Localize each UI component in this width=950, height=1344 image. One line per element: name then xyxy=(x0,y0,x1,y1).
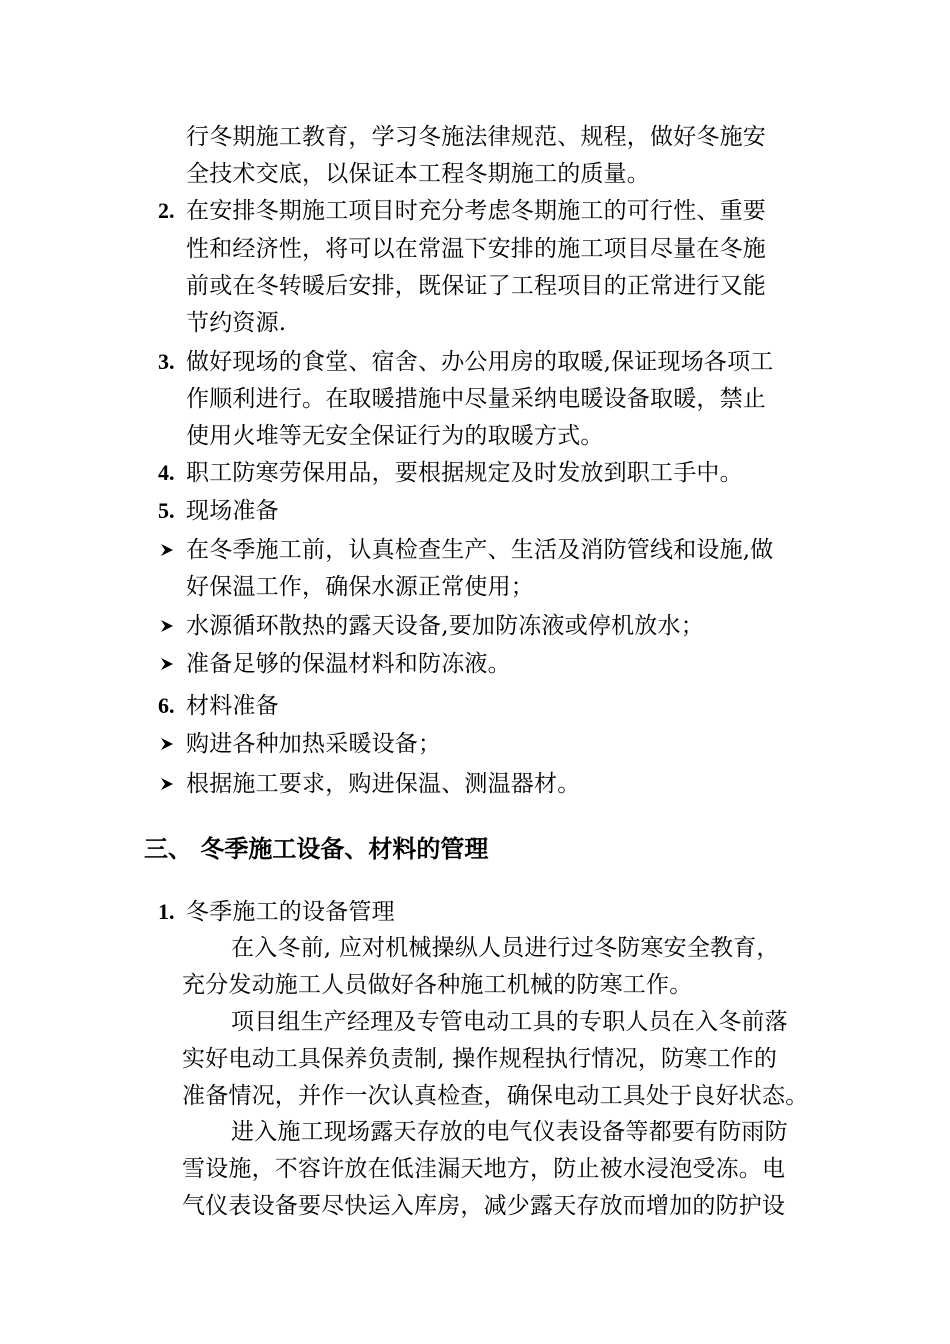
text-line: 材料准备 xyxy=(186,693,279,719)
paragraph-line: 实好电动工具保养负责制, 操作规程执行情况，防寒工作的 xyxy=(182,1046,778,1072)
paragraph-line: 进入施工现场露天存放的电气仪表设备等都要有防雨防 xyxy=(231,1119,788,1145)
list-number: 5. xyxy=(158,498,175,523)
paragraph-line: 雪设施，不容许放在低洼漏天地方，防止被水浸泡受冻。电 xyxy=(182,1156,786,1182)
list-number: 4. xyxy=(158,460,175,485)
section-heading: 三、 冬季施工设备、材料的管理 xyxy=(144,835,489,863)
text-line: 行冬期施工教育，学习冬施法律规范、规程，做好冬施安 xyxy=(186,124,766,150)
text-line: 节约资源. xyxy=(186,310,287,336)
arrow-bullet-icon xyxy=(160,777,174,791)
text-line: 作顺利进行。在取暖措施中尽量采纳电暖设备取暖，禁止 xyxy=(186,386,766,412)
text-line: 前或在冬转暖后安排，既保证了工程项目的正常进行又能 xyxy=(186,273,766,299)
arrow-bullet-icon xyxy=(160,543,174,557)
text-line: 使用火堆等无安全保证行为的取暖方式。 xyxy=(186,423,604,449)
list-number: 2. xyxy=(158,198,175,223)
paragraph-line: 气仪表设备要尽快运入库房，减少露天存放而增加的防护设 xyxy=(182,1193,786,1219)
text-line: 全技术交底，以保证本工程冬期施工的质量。 xyxy=(186,161,650,187)
text-line: 根据施工要求，购进保温、测温器材。 xyxy=(186,771,581,797)
text-line: 在安排冬期施工项目时充分考虑冬期施工的可行性、重要 xyxy=(186,198,766,224)
text-line: 现场准备 xyxy=(186,498,279,524)
text-line: 好保温工作，确保水源正常使用； xyxy=(186,574,534,600)
arrow-bullet-icon xyxy=(160,657,174,671)
paragraph-line: 充分发动施工人员做好各种施工机械的防寒工作。 xyxy=(182,972,693,998)
list-number: 6. xyxy=(158,693,175,718)
text-line: 做好现场的食堂、宿舍、办公用房的取暖,保证现场各项工 xyxy=(186,349,774,375)
arrow-bullet-icon xyxy=(160,619,174,633)
list-number: 3. xyxy=(158,349,175,374)
list-number: 1. xyxy=(158,899,175,924)
text-line: 职工防寒劳保用品，要根据规定及时发放到职工手中。 xyxy=(186,460,743,486)
text-line: 水源循环散热的露天设备,要加防冻液或停机放水； xyxy=(186,613,704,639)
paragraph-line: 准备情况，并作一次认真检查，确保电动工具处于良好状态。 xyxy=(182,1083,809,1109)
text-line: 在冬季施工前，认真检查生产、生活及消防管线和设施,做 xyxy=(186,537,774,563)
subsection-title: 冬季施工的设备管理 xyxy=(186,899,395,925)
text-line: 准备足够的保温材料和防冻液。 xyxy=(186,651,511,677)
text-line: 性和经济性，将可以在常温下安排的施工项目尽量在冬施 xyxy=(186,236,766,262)
arrow-bullet-icon xyxy=(160,737,174,751)
paragraph-line: 在入冬前, 应对机械操纵人员进行过冬防寒安全教育， xyxy=(231,935,780,961)
text-line: 购进各种加热采暖设备； xyxy=(186,731,442,757)
paragraph-line: 项目组生产经理及专管电动工具的专职人员在入冬前落 xyxy=(231,1009,788,1035)
